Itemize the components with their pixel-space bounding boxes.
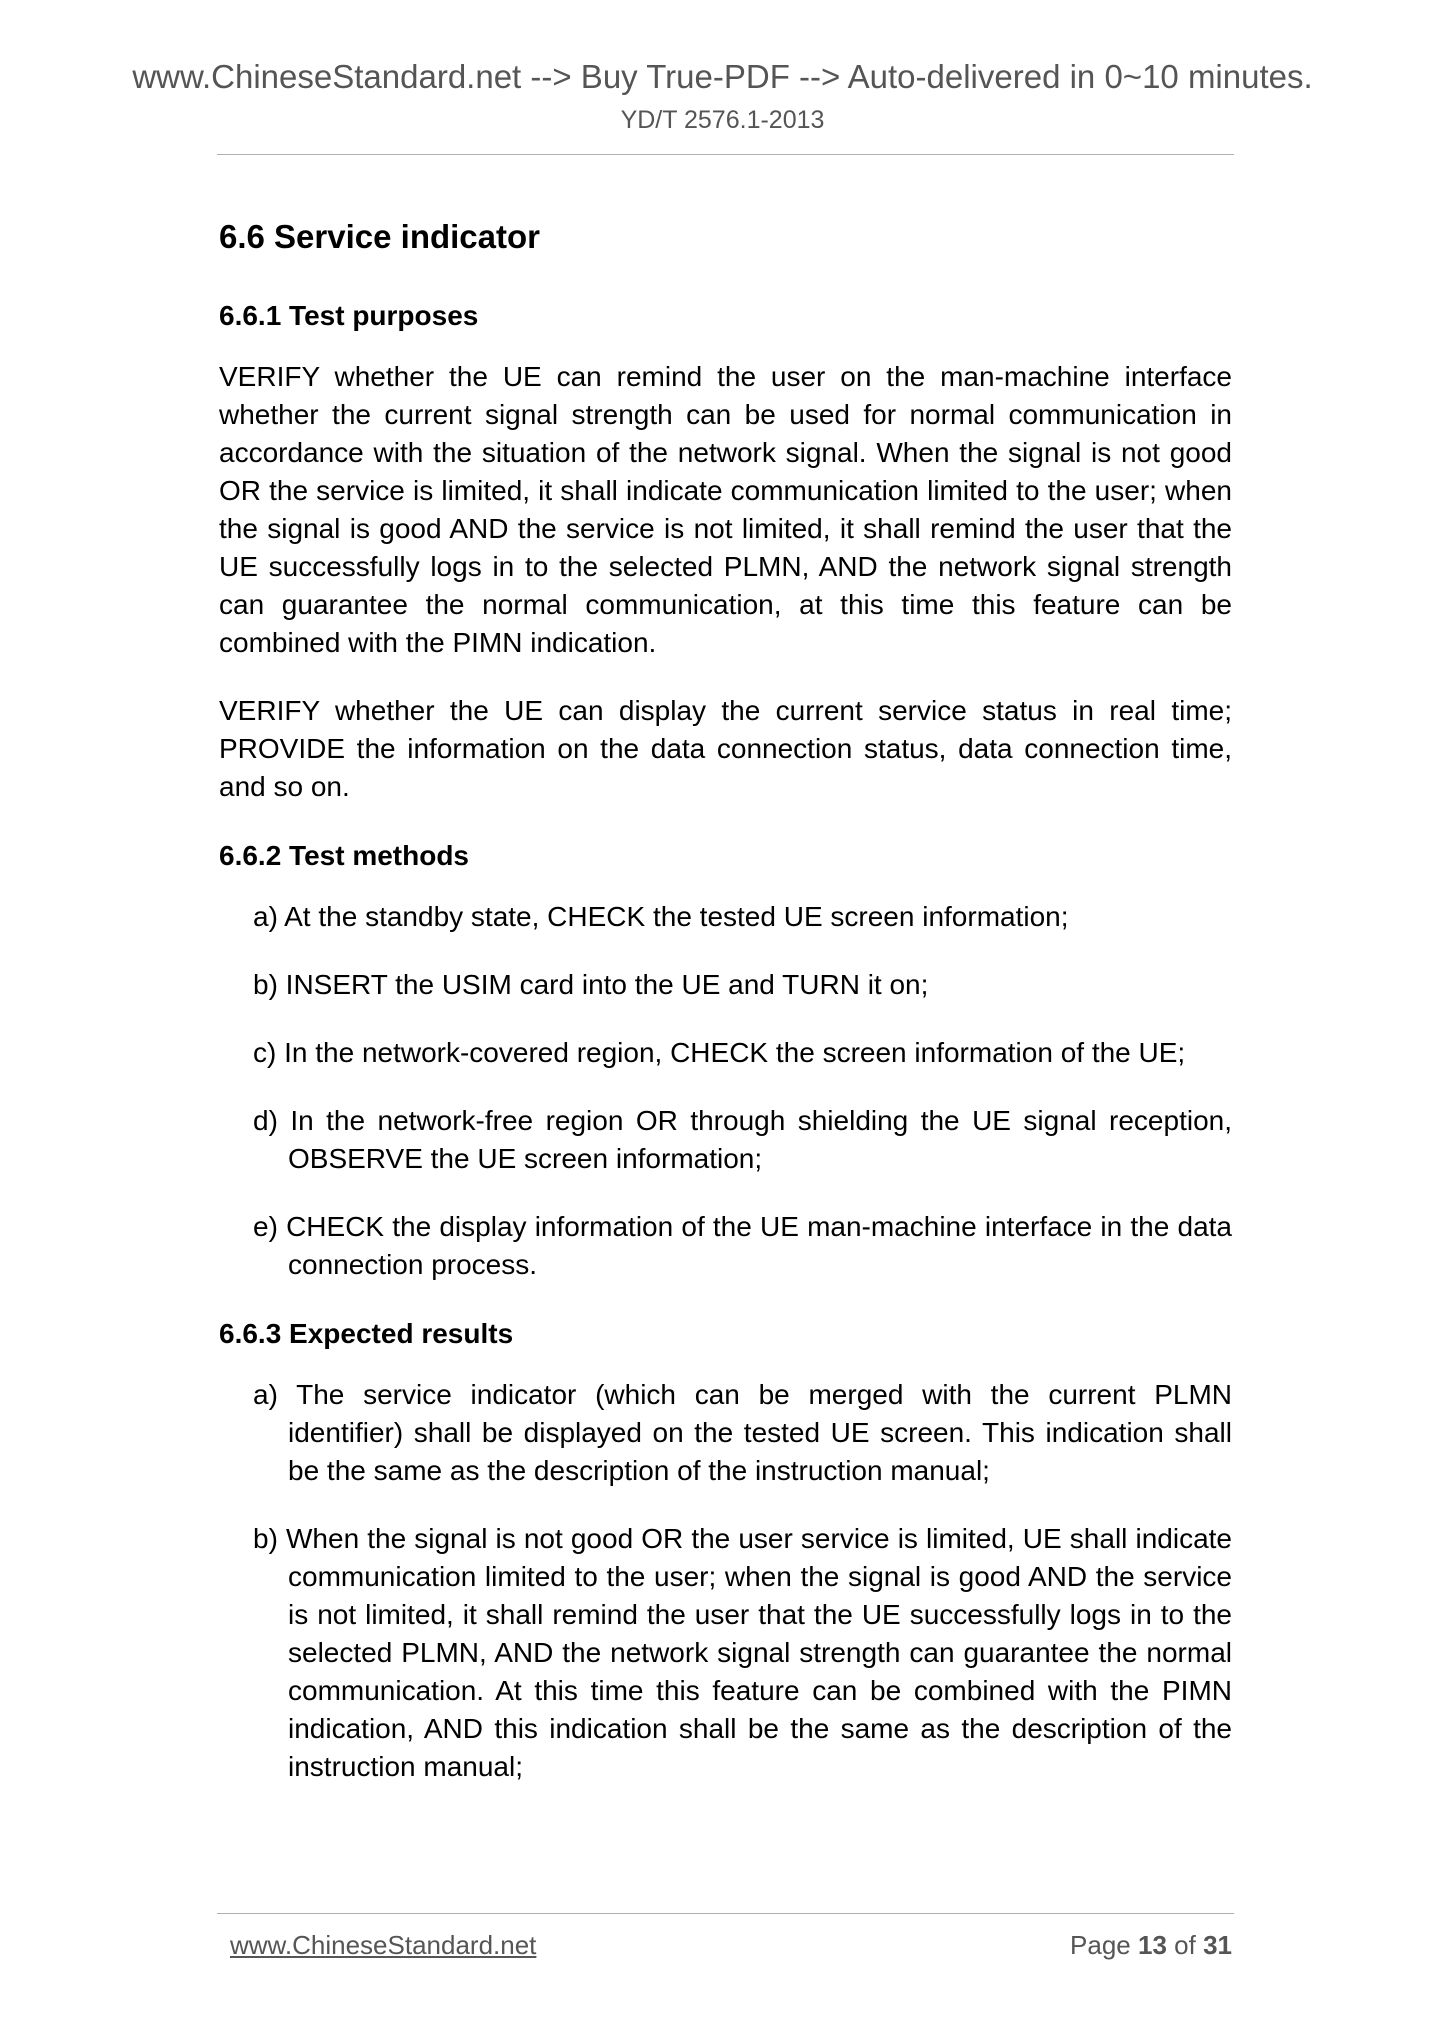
header-divider [217,154,1234,155]
section-title: 6.6 Service indicator [219,218,540,255]
test-purposes-heading: 6.6.1 Test purposes [219,300,479,331]
footer-website-link[interactable]: www.ChineseStandard.net [230,1930,537,1960]
page-label: Page [1070,1930,1131,1960]
test-methods-heading: 6.6.2 Test methods [219,840,470,871]
standard-code: YD/T 2576.1-2013 [620,106,825,134]
result-item-b: b) When the signal is not good OR the user service is limited, UE shall indicate communication limited to the user; when the signal is good AND the service is not limited, it shall remind the user that the UE successfully logs in to the selected PLMN, AND the network signal strength can guarantee the normal communication. At this time this feature can be combined with the PIMN indication, AND this indication shall be the same as the description of the instruction manual; [253,1523,1232,1782]
page-indicator [1070,1930,1232,1961]
expected-results-heading: 6.6.3 Expected results [219,1318,514,1349]
method-item-e: e) CHECK the display information of the UE man-machine interface in the data connection process. [253,1211,1232,1280]
result-item-a: a) The service indicator (which can be merged with the current PLMN identifier) shall be displayed on the tested UE screen. This indication shall be the same as the description of the instruction manual; [253,1379,1232,1486]
of-label: of [1174,1930,1196,1960]
footer-divider [217,1913,1234,1914]
purposes-paragraph-1: VERIFY whether the UE can remind the user on the man-machine interface whether the current signal strength can be used for normal communication in accordance with the situation of the network signal. When the signal is not good OR the service is limited, it shall indicate communication limited to the user; when the signal is good AND the service is not limited, it shall remind the user that the UE successfully logs in to the selected PLMN, AND the network signal strength can guarantee the normal communication, at this time this feature can be combined with the PIMN indication. [219,361,1232,658]
page-content [219,214,1232,1816]
page-number: 13 [1138,1930,1167,1960]
purposes-paragraph-2: VERIFY whether the UE can display the current service status in real time; PROVIDE the information on the data connection status, data connection time, and so on. [219,695,1232,802]
method-item-c: c) In the network-covered region, CHECK the screen information of the UE; [253,1037,1186,1068]
method-item-d: d) In the network-free region OR through shielding the UE signal reception, OBSERVE the UE screen information; [253,1105,1232,1174]
method-item-a: a) At the standby state, CHECK the tested UE screen information; [253,901,1069,932]
header-banner: www.ChineseStandard.net --> Buy True-PDF --> Auto-delivered in 0~10 minutes. [132,58,1313,95]
method-item-b: b) INSERT the USIM card into the UE and TURN it on; [253,969,929,1000]
total-pages: 31 [1203,1930,1232,1960]
